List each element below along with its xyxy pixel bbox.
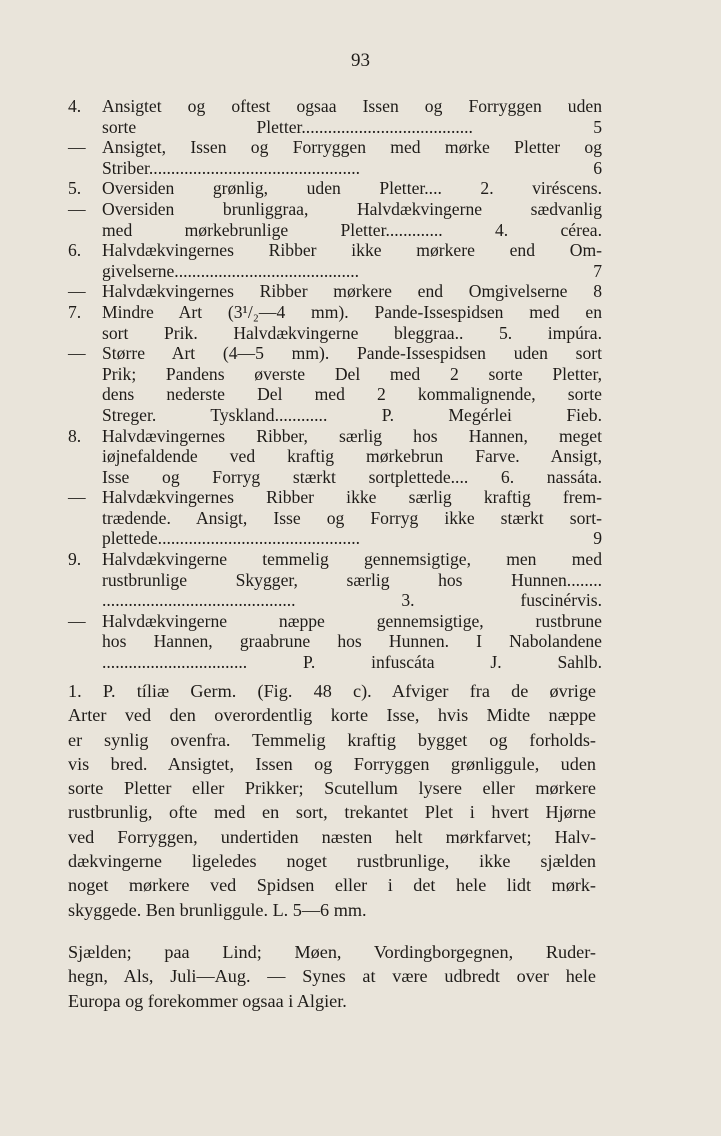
key-text: Halvdækvingernes Ribber ikke mørkere end Om- bbox=[102, 240, 602, 261]
key-number bbox=[68, 261, 102, 282]
key-text: Halvdækvingernes Ribber ikke særlig kraftig frem- bbox=[102, 487, 602, 508]
key-number bbox=[68, 590, 102, 611]
key-number: 7. bbox=[68, 301, 82, 322]
key-line bbox=[68, 96, 602, 117]
identification-key bbox=[68, 96, 602, 673]
key-line bbox=[68, 467, 602, 488]
key-text: sorte Pletter....................................... 5 bbox=[102, 116, 602, 137]
key-text: sort Prik. Halvdækvingerne bleggraa.. 5. impúra. bbox=[102, 322, 602, 343]
key-line bbox=[68, 446, 602, 467]
key-line bbox=[68, 220, 602, 241]
key-line bbox=[68, 611, 602, 632]
key-number: — bbox=[68, 487, 86, 508]
key-number bbox=[68, 528, 102, 549]
key-number bbox=[68, 446, 102, 467]
key-line bbox=[68, 178, 602, 199]
key-line bbox=[68, 364, 602, 385]
description-line: skyggede. Ben brunliggule. L. 5—6 mm. bbox=[68, 899, 367, 920]
key-number: — bbox=[68, 610, 86, 631]
key-line bbox=[68, 240, 602, 261]
key-line bbox=[68, 343, 602, 364]
key-text: Halvdækvingerne næppe gennemsigtige, rustbrune bbox=[102, 610, 602, 631]
key-text: ................................. P. infuscáta J. Sahlb. bbox=[102, 652, 602, 673]
key-number bbox=[68, 652, 102, 673]
key-line bbox=[68, 323, 602, 344]
key-number: 8. bbox=[68, 425, 82, 446]
key-line bbox=[68, 302, 602, 323]
key-line bbox=[68, 590, 602, 611]
key-line bbox=[68, 137, 602, 158]
description-line: Arter ved den overordentlig korte Isse, hvis Midte næppe bbox=[68, 705, 596, 726]
key-text: hos Hannen, graabrune hos Hunnen. I Nabolandene bbox=[102, 631, 602, 652]
key-text: Streger. Tyskland............ P. Megérlei Fieb. bbox=[102, 404, 602, 425]
key-line bbox=[68, 426, 602, 447]
distribution-line: Sjælden; paa Lind; Møen, Vordingborgegnen, Ruder- bbox=[68, 942, 596, 962]
key-line bbox=[68, 261, 602, 282]
key-text: Isse og Forryg stærkt sortplettede.... 6. nassáta. bbox=[102, 466, 602, 487]
key-number: 9. bbox=[68, 549, 82, 570]
key-text: iøjnefaldende ved kraftig mørkebrun Farve. Ansigt, bbox=[102, 446, 602, 467]
key-number bbox=[68, 158, 102, 179]
key-number bbox=[68, 570, 102, 591]
key-number bbox=[68, 384, 102, 405]
description-line: ved Forryggen, undertiden næsten helt mørkfarvet; Halv- bbox=[68, 826, 596, 847]
key-number bbox=[68, 405, 102, 426]
key-text: Halvdævingernes Ribber, særlig hos Hannen, meget bbox=[102, 425, 602, 446]
key-text: plettede.............................................. 9 bbox=[102, 528, 602, 549]
key-number bbox=[68, 508, 102, 529]
key-text: Prik; Pandens øverste Del med 2 sorte Pletter, bbox=[102, 363, 602, 384]
key-number: — bbox=[68, 281, 86, 302]
key-text: rustbrunlige Skygger, særlig hos Hunnen........ bbox=[102, 569, 602, 590]
key-number: 5. bbox=[68, 178, 82, 199]
key-line bbox=[68, 570, 602, 591]
key-line bbox=[68, 281, 602, 302]
key-text: Striber................................................ 6 bbox=[102, 157, 602, 178]
key-text: med mørkebrunlige Pletter............. 4. cérea. bbox=[102, 219, 602, 240]
key-text: Mindre Art (3¹/₂—4 mm). Pande-Issespidsen med en bbox=[102, 301, 602, 322]
description-line: rustbrunlig, ofte med en sort, trekantet Plet i hvert Hjørne bbox=[68, 802, 596, 823]
key-text: Oversiden brunliggraa, Halvdækvingerne sædvanlig bbox=[102, 198, 602, 219]
species-description bbox=[68, 679, 596, 922]
key-number: — bbox=[68, 198, 86, 219]
description-line: vis bred. Ansigtet, Issen og Forryggen grønliggule, uden bbox=[68, 753, 596, 774]
distribution-line: Europa og forekommer ogsaa i Algier. bbox=[68, 990, 347, 1011]
key-line bbox=[68, 405, 602, 426]
key-line bbox=[68, 117, 602, 138]
key-number bbox=[68, 323, 102, 344]
distribution-paragraph bbox=[68, 940, 596, 1013]
key-number: 6. bbox=[68, 240, 82, 261]
key-number bbox=[68, 631, 102, 652]
key-line bbox=[68, 487, 602, 508]
description-line: er synlig ovenfra. Temmelig kraftig bygget og forholds- bbox=[68, 729, 596, 750]
key-text: ............................................ 3. fuscinérvis. bbox=[102, 590, 602, 611]
key-number bbox=[68, 117, 102, 138]
description-line: sorte Pletter eller Prikker; Scutellum lysere eller mørkere bbox=[68, 778, 596, 799]
key-line bbox=[68, 508, 602, 529]
key-line bbox=[68, 549, 602, 570]
key-number bbox=[68, 364, 102, 385]
key-text: Halvdækvingerne temmelig gennemsigtige, men med bbox=[102, 549, 602, 570]
key-number: — bbox=[68, 343, 86, 364]
key-line bbox=[68, 631, 602, 652]
key-text: trædende. Ansigt, Isse og Forryg ikke stærkt sort- bbox=[102, 507, 602, 528]
key-line bbox=[68, 199, 602, 220]
description-line: noget mørkere ved Spidsen eller i det hele lidt mørk- bbox=[68, 875, 596, 896]
description-line: dækvingerne ligeledes noget rustbrunlige, ikke sjælden bbox=[68, 851, 596, 872]
key-number: — bbox=[68, 137, 86, 158]
description-line: 1. P. tíliæ Germ. (Fig. 48 c). Afviger fra de øvrige bbox=[68, 681, 596, 701]
key-text: Oversiden grønlig, uden Pletter.... 2. viréscens. bbox=[102, 178, 602, 199]
key-line bbox=[68, 652, 602, 673]
key-text: givelserne.......................................... 7 bbox=[102, 260, 602, 281]
key-text: Ansigtet og oftest ogsaa Issen og Forryggen uden bbox=[102, 96, 602, 116]
key-text: dens nederste Del med 2 kommalignende, sorte bbox=[102, 384, 602, 405]
key-text: Halvdækvingernes Ribber mørkere end Omgivelserne 8 bbox=[102, 281, 602, 302]
key-number bbox=[68, 220, 102, 241]
key-line bbox=[68, 384, 602, 405]
key-line bbox=[68, 158, 602, 179]
key-number bbox=[68, 467, 102, 488]
key-text: Ansigtet, Issen og Forryggen med mørke Pletter og bbox=[102, 137, 602, 158]
key-line bbox=[68, 528, 602, 549]
key-text: Større Art (4—5 mm). Pande-Issespidsen uden sort bbox=[102, 343, 602, 364]
page-number: 93 bbox=[351, 50, 370, 71]
key-number: 4. bbox=[68, 96, 82, 116]
distribution-line: hegn, Als, Juli—Aug. — Synes at være udbredt over hele bbox=[68, 966, 596, 987]
